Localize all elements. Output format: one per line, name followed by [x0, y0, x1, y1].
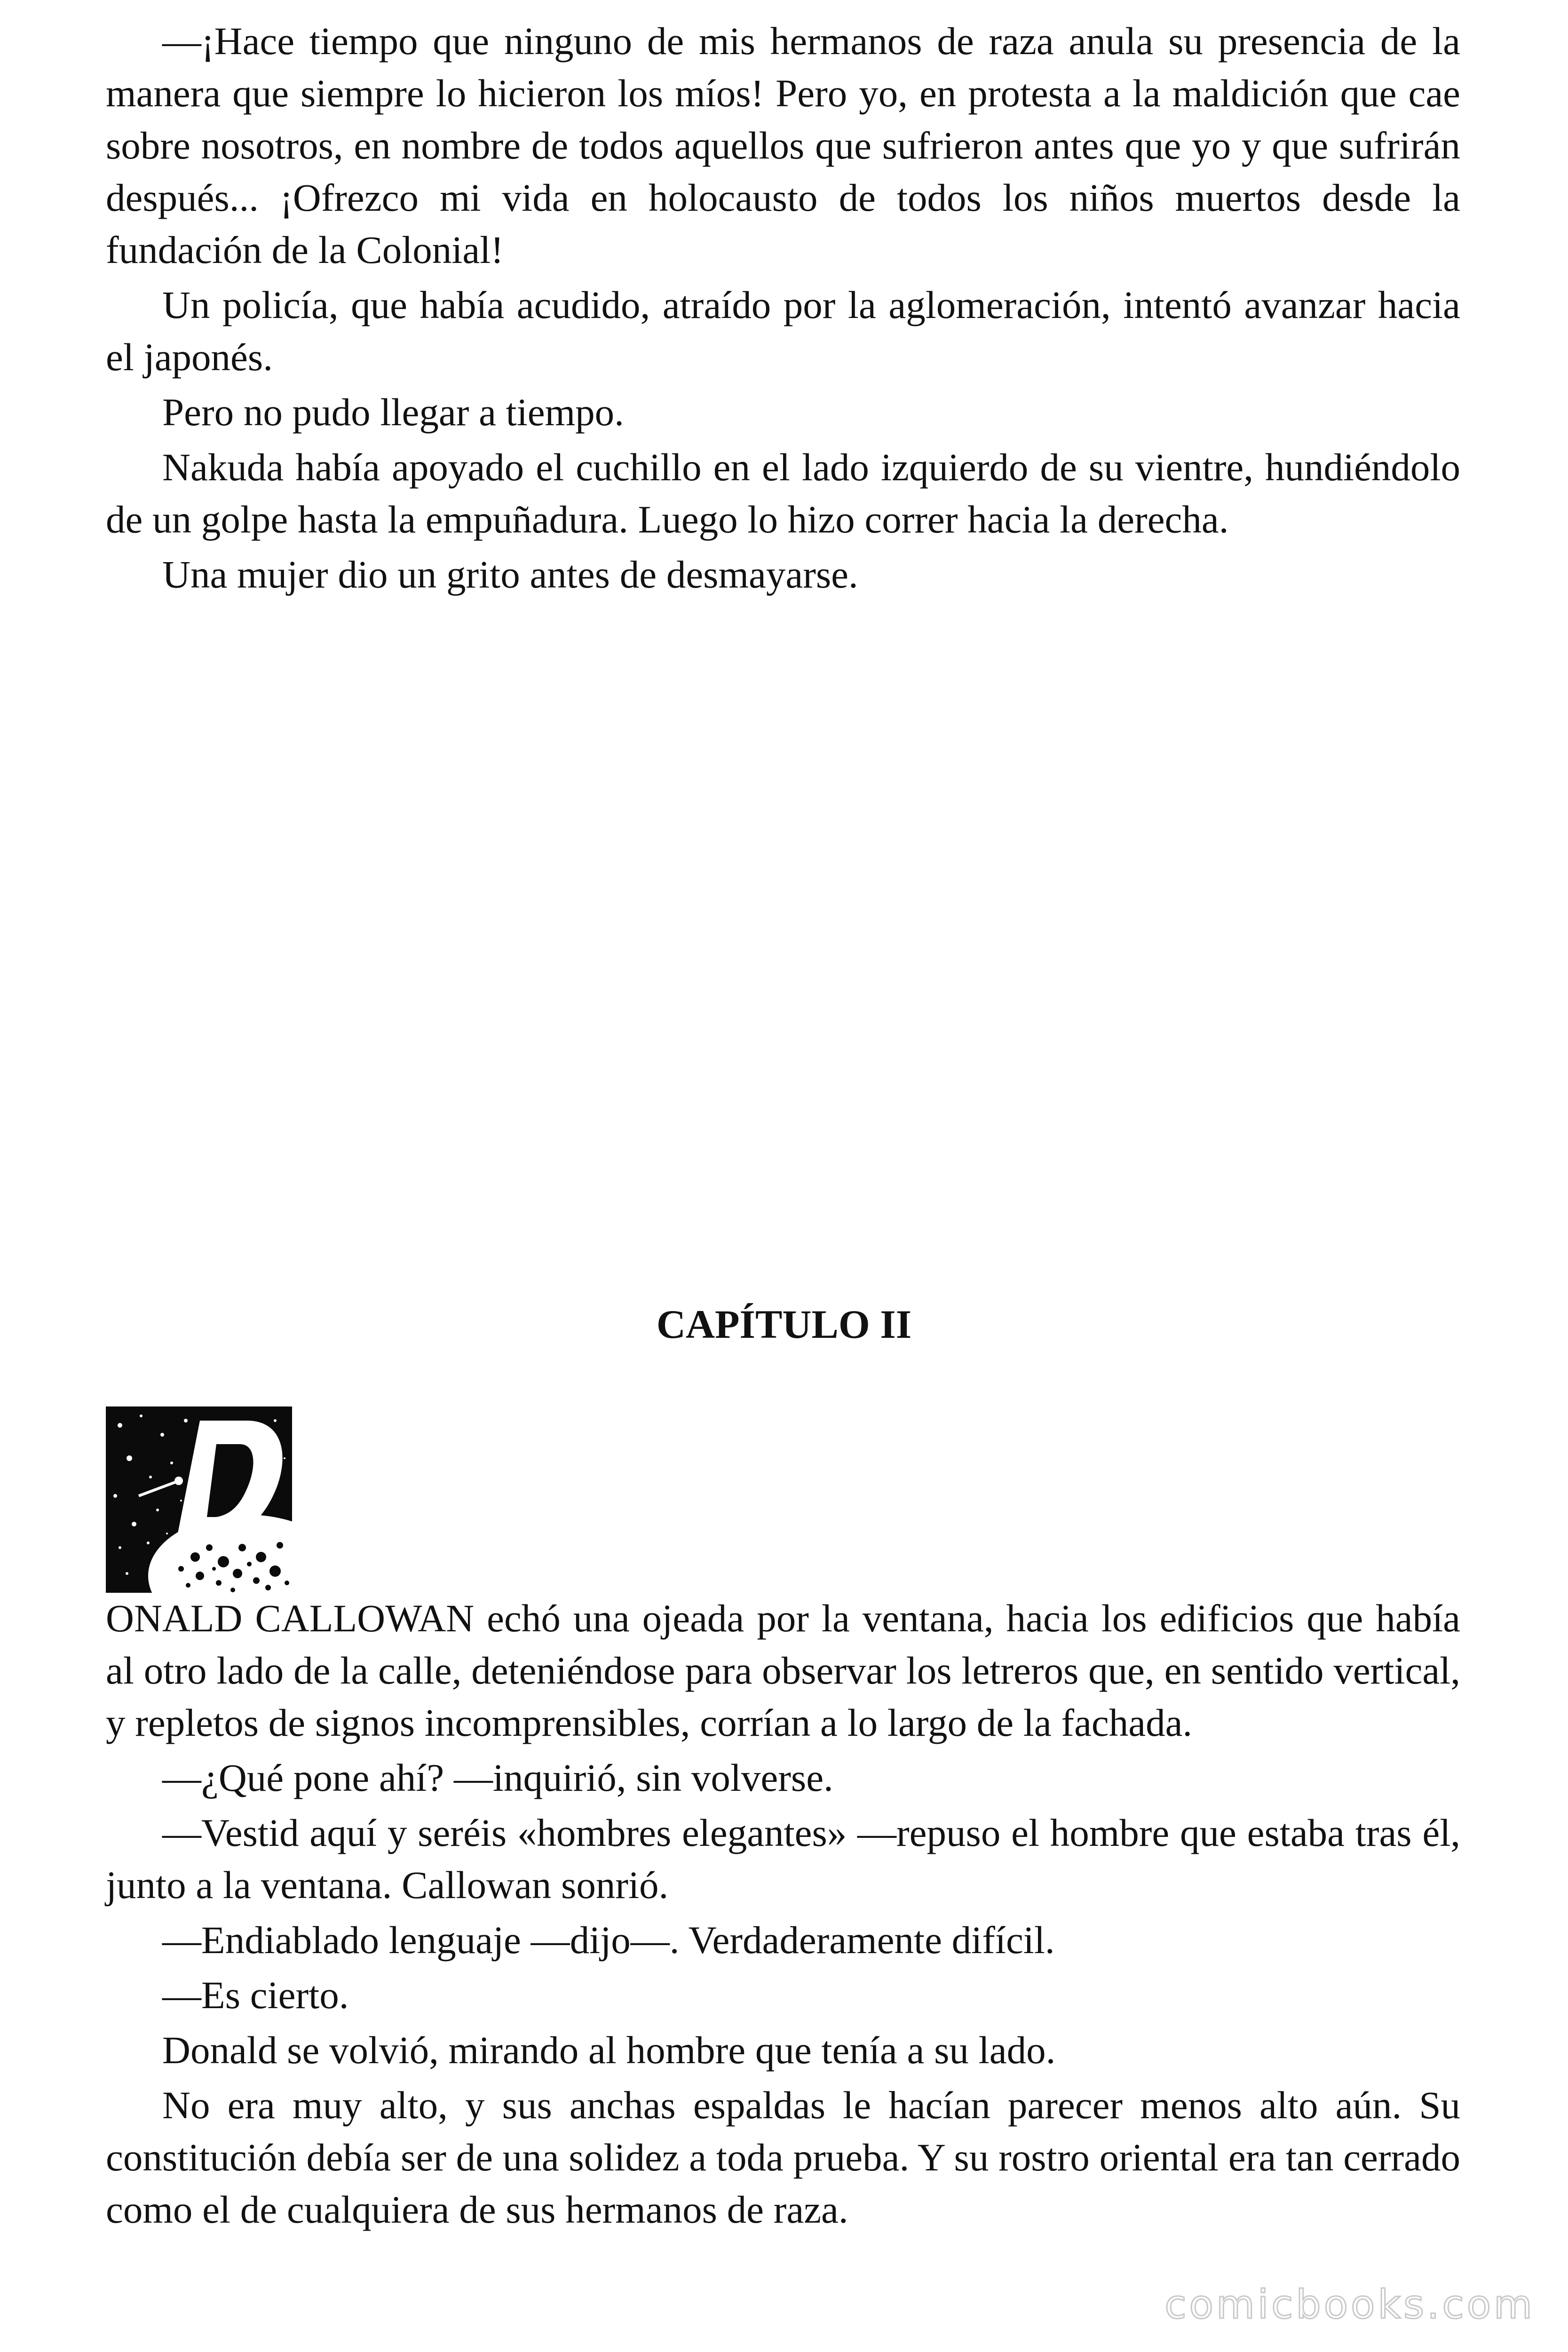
paragraph: —Vestid aquí y seréis «hombres elegantes» —repuso el hombre que estaba tras él, junto a la ventana. Callowan sonrió.: [106, 1811, 1460, 1907]
space-planet-icon: [106, 1406, 292, 1593]
chapter-title: CAPÍTULO II: [656, 1302, 912, 1347]
paragraph: —¿Qué pone ahí? —inquirió, sin volverse.: [162, 1756, 833, 1799]
watermark: comicbooks.com: [1164, 2281, 1535, 2328]
paragraph: Nakuda había apoyado el cuchillo en el lado izquierdo de su vientre, hundiéndolo de un golpe hasta la empuñadura. Luego lo hizo correr hacia la derecha.: [106, 445, 1460, 541]
paragraph: —Endiablado lenguaje —dijo—. Verdaderamente difícil.: [162, 1918, 1055, 1962]
paragraph: Donald se volvió, mirando al hombre que tenía a su lado.: [162, 2028, 1056, 2072]
paragraph: Un policía, que había acudido, atraído por la aglomeración, intentó avanzar hacia el japonés.: [106, 283, 1460, 379]
paragraph: No era muy alto, y sus anchas espaldas le hacían parecer menos alto aún. Su constitución debía ser de una solidez a toda prueba. Y su rostro oriental era tan cerrado como el de cualquiera de sus hermanos de raza.: [106, 2083, 1460, 2231]
paragraph: Una mujer dio un grito antes de desmayarse.: [162, 553, 858, 596]
drop-cap-illustration: [106, 1406, 292, 1593]
paragraph: ONALD CALLOWAN echó una ojeada por la ventana, hacia los edificios que había al otro lado de la calle, deteniéndose para observar los letreros que, en sentido vertical, y repletos de signos incomprensibles, corrían a lo largo de la fachada.: [106, 1597, 1460, 1744]
paragraph: —¡Hace tiempo que ninguno de mis hermanos de raza anula su presencia de la manera que siempre lo hicieron los míos! Pero yo, en protesta a la maldición que cae sobre nosotros, en nombre de todos aquellos que sufrieron antes que yo y que sufrirán después... ¡Ofrezco mi vida en holocausto de todos los niños muertos desde la fundación de la Colonial!: [106, 19, 1460, 271]
top-text-block: [106, 15, 1460, 601]
paragraph: Pero no pudo llegar a tiempo.: [162, 390, 624, 434]
bottom-text-block: [106, 1592, 1460, 2236]
paragraph: —Es cierto.: [162, 1973, 349, 2017]
